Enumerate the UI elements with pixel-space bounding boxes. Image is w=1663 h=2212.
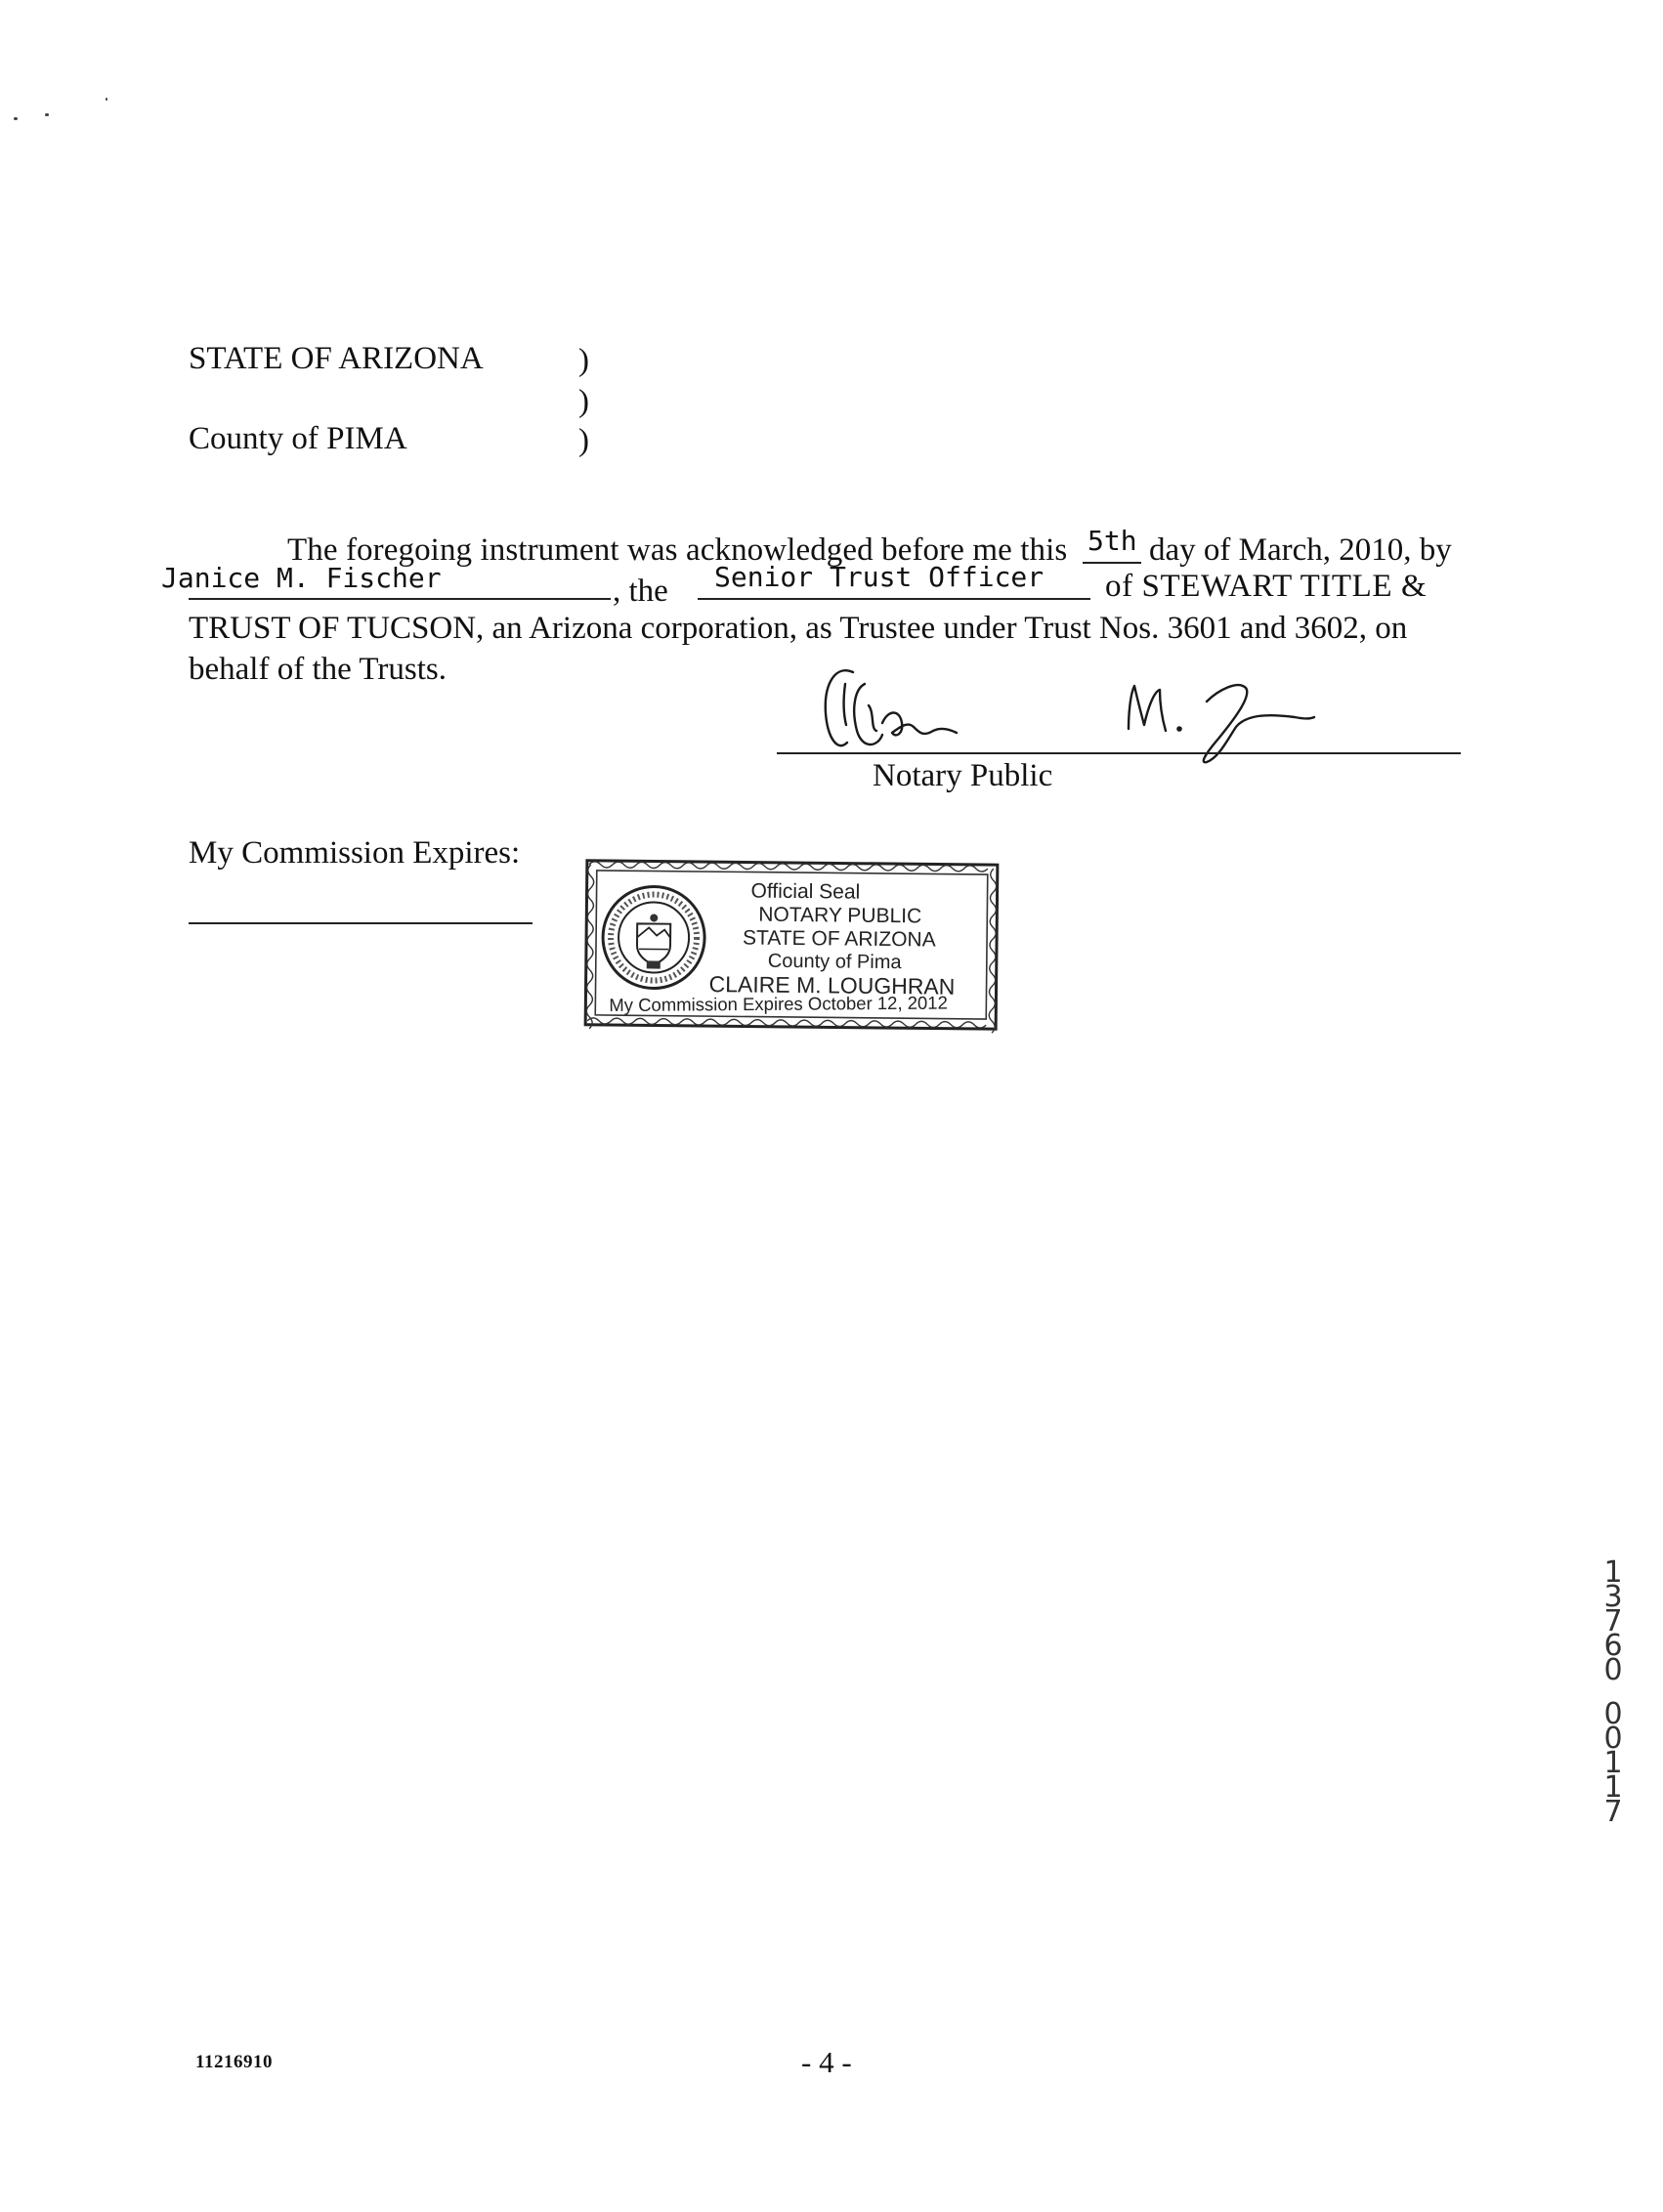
ack-signer-name: Janice M. Fischer	[161, 562, 442, 594]
venue-paren-2: )	[578, 384, 589, 419]
seal-line6: My Commission Expires October 12, 2012	[609, 992, 948, 1016]
ack-signer-title: Senior Trust Officer	[714, 561, 1045, 593]
venue-state: STATE OF ARIZONA	[189, 341, 484, 376]
seal-line5: CLAIRE M. LOUGHRAN	[708, 971, 956, 1000]
seal-line2: NOTARY PUBLIC	[758, 903, 922, 928]
ack-comma-the: , the	[613, 574, 668, 609]
margin-digit: 0	[1603, 1722, 1623, 1756]
ack-day-underline	[1083, 562, 1141, 564]
ack-signer-name-underline	[189, 598, 611, 600]
seal-line1: Official Seal	[750, 879, 861, 904]
ack-of-company: of STEWART TITLE &	[1105, 569, 1428, 604]
ack-signer-title-underline	[698, 598, 1090, 600]
margin-digit: 0	[1603, 1653, 1623, 1687]
margin-digit: 6	[1603, 1629, 1623, 1663]
margin-digit: 7	[1603, 1604, 1623, 1638]
seal-line3: STATE OF ARIZONA	[742, 926, 936, 952]
margin-digit: 3	[1603, 1580, 1623, 1614]
venue-paren-3: )	[578, 423, 589, 458]
margin-digit: 7	[1603, 1795, 1623, 1829]
signature-label: Notary Public	[873, 758, 1053, 793]
footer-page-number: - 4 -	[801, 2045, 852, 2079]
ack-day: 5th	[1087, 525, 1137, 557]
ack-line1-prefix: The foregoing instrument was acknowledged before me this	[287, 532, 1068, 568]
footer-doc-number: 11216910	[195, 2052, 273, 2072]
ack-line1-suffix: day of March, 2010, by	[1149, 532, 1452, 568]
margin-digit: 1	[1603, 1770, 1623, 1805]
scan-speck	[106, 98, 107, 101]
signature-line	[777, 752, 1461, 754]
seal-line4: County of Pima	[767, 950, 902, 974]
scan-speck	[14, 117, 18, 120]
arizona-seal-emblem-icon	[603, 886, 705, 989]
margin-digit: 1	[1603, 1555, 1623, 1590]
margin-digit: 0	[1603, 1697, 1623, 1731]
margin-digit: 1	[1603, 1746, 1623, 1780]
venue-paren-1: )	[578, 343, 589, 378]
scan-speck	[45, 113, 49, 116]
ack-line4: behalf of the Trusts.	[189, 652, 447, 687]
venue-county: County of PIMA	[189, 421, 407, 456]
commission-date-line	[189, 922, 533, 924]
ack-line3: TRUST OF TUCSON, an Arizona corporation, as Trustee under Trust Nos. 3601 and 3602, on	[189, 611, 1408, 646]
commission-label: My Commission Expires:	[189, 835, 521, 871]
notary-seal-stamp	[579, 851, 1006, 1042]
